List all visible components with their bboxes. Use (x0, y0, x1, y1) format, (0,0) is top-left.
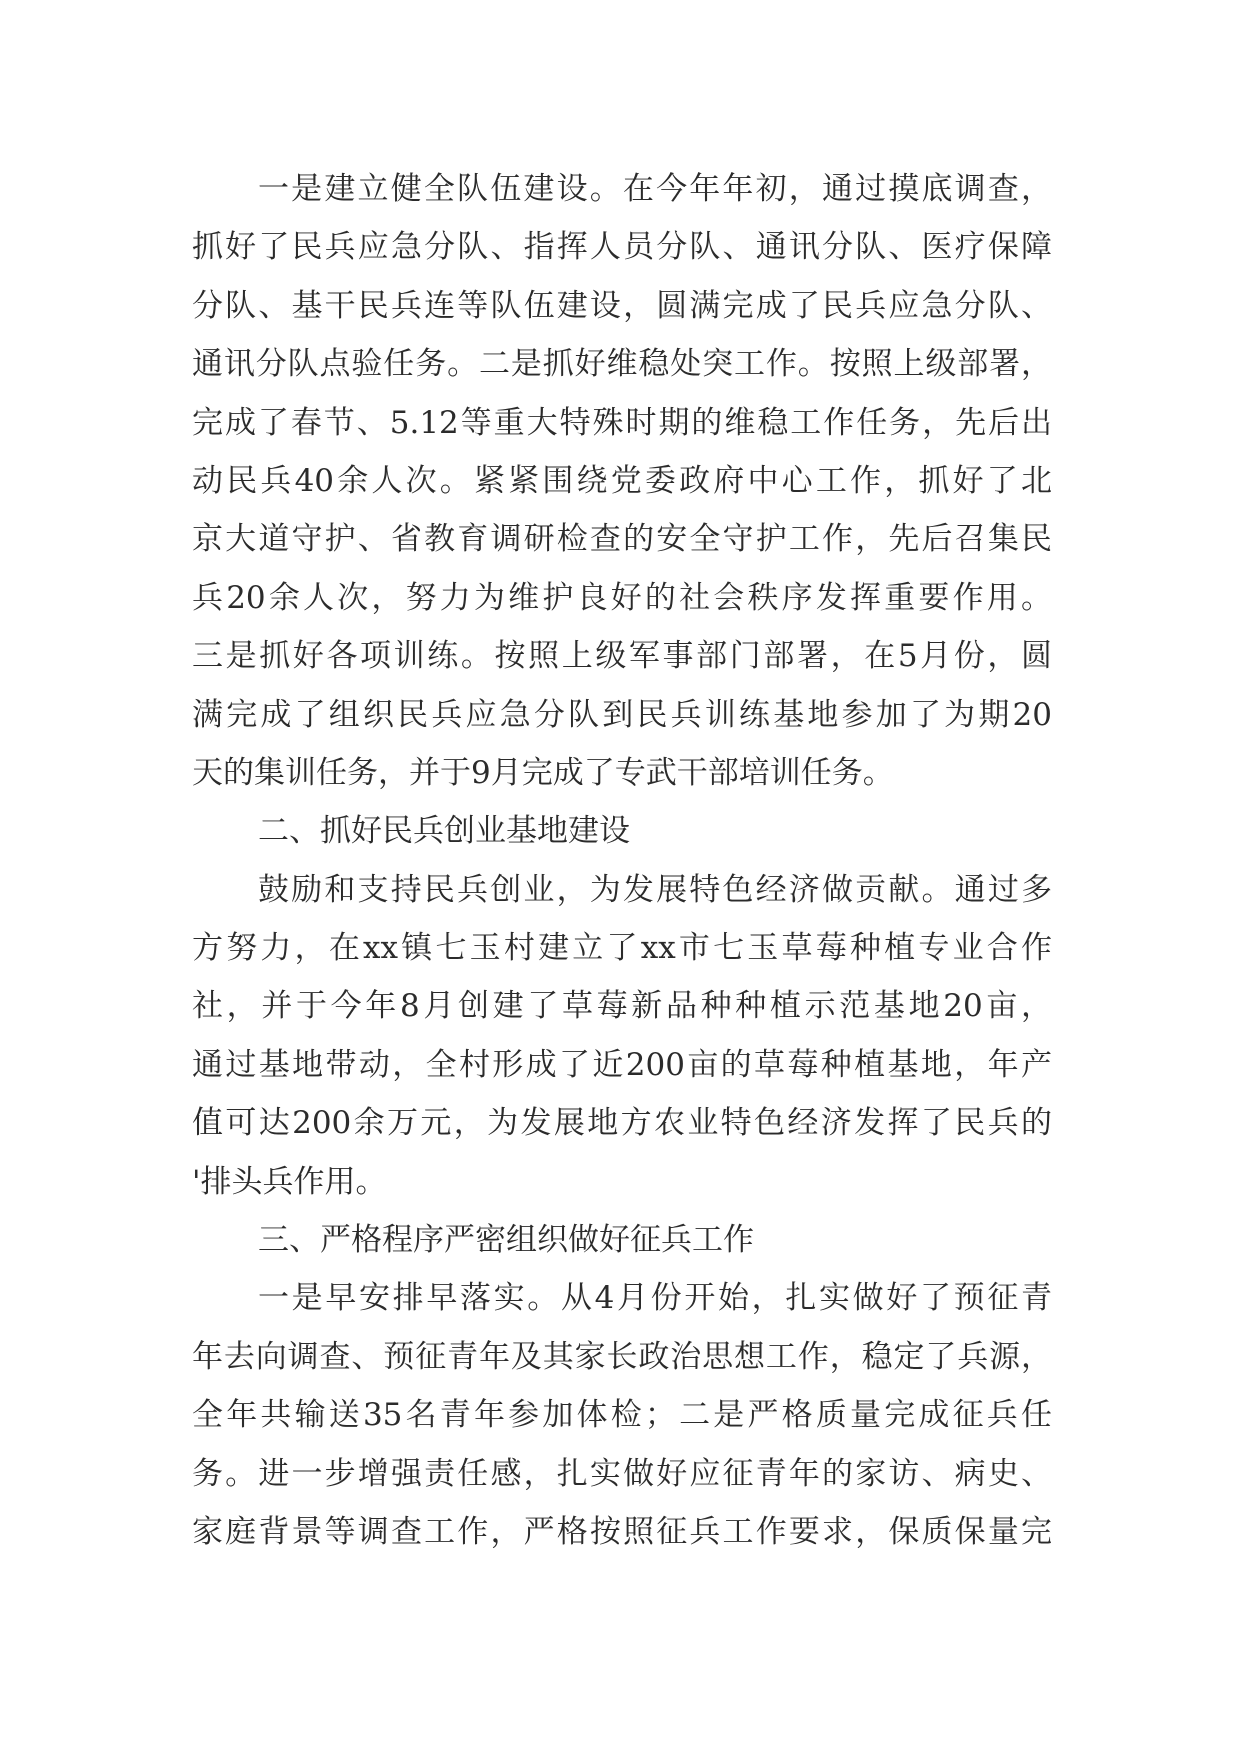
text-line: 家庭背景等调查工作，严格按照征兵工作要求，保质保量完 (192, 1513, 1052, 1550)
text-line: 年去向调查、预征青年及其家长政治思想工作，稳定了兵源， (192, 1338, 1052, 1375)
text-line: 方努力，在xx镇七玉村建立了xx市七玉草莓种植专业合作 (192, 930, 1052, 967)
text-line: 三是抓好各项训练。按照上级军事部门部署，在5月份，圆 (192, 638, 1052, 675)
text-line: 满完成了组织民兵应急分队到民兵训练基地参加了为期20 (192, 696, 1052, 733)
text-line: 一是早安排早落实。从4月份开始，扎实做好了预征青 (258, 1280, 1052, 1317)
text-line: 动民兵40余人次。紧紧围绕党委政府中心工作，抓好了北 (192, 462, 1052, 499)
text-line: 三、严格程序严密组织做好征兵工作 (258, 1222, 754, 1259)
text-line: 社，并于今年8月创建了草莓新品种种植示范基地20亩， (192, 988, 1052, 1025)
text-line: 兵20余人次，努力为维护良好的社会秩序发挥重要作用。 (192, 579, 1052, 616)
text-line: 抓好了民兵应急分队、指挥人员分队、通讯分队、医疗保障 (192, 229, 1052, 266)
text-line: 值可达200余万元，为发展地方农业特色经济发挥了民兵的 (192, 1105, 1052, 1142)
text-line: 一是建立健全队伍建设。在今年年初，通过摸底调查， (258, 171, 1052, 207)
text-line: 全年共输送35名青年参加体检；二是严格质量完成征兵任 (192, 1397, 1052, 1434)
text-line: '排头兵作用。 (192, 1163, 387, 1200)
text-line: 二、抓好民兵创业基地建设 (258, 813, 630, 850)
text-line: 务。进一步增强责任感，扎实做好应征青年的家访、病史、 (192, 1455, 1052, 1492)
text-line: 完成了春节、5.12等重大特殊时期的维稳工作任务，先后出 (192, 404, 1052, 441)
text-line: 分队、基干民兵连等队伍建设，圆满完成了民兵应急分队、 (192, 287, 1052, 324)
text-line: 鼓励和支持民兵创业，为发展特色经济做贡献。通过多 (258, 871, 1052, 908)
text-line: 通讯分队点验任务。二是抓好维稳处突工作。按照上级部署， (192, 346, 1052, 383)
text-line: 天的集训任务，并于9月完成了专武干部培训任务。 (192, 754, 894, 791)
text-line: 通过基地带动，全村形成了近200亩的草莓种植基地，年产 (192, 1046, 1052, 1083)
document-body (192, 160, 1052, 1561)
text-line: 京大道守护、省教育调研检查的安全守护工作，先后召集民 (192, 521, 1052, 558)
